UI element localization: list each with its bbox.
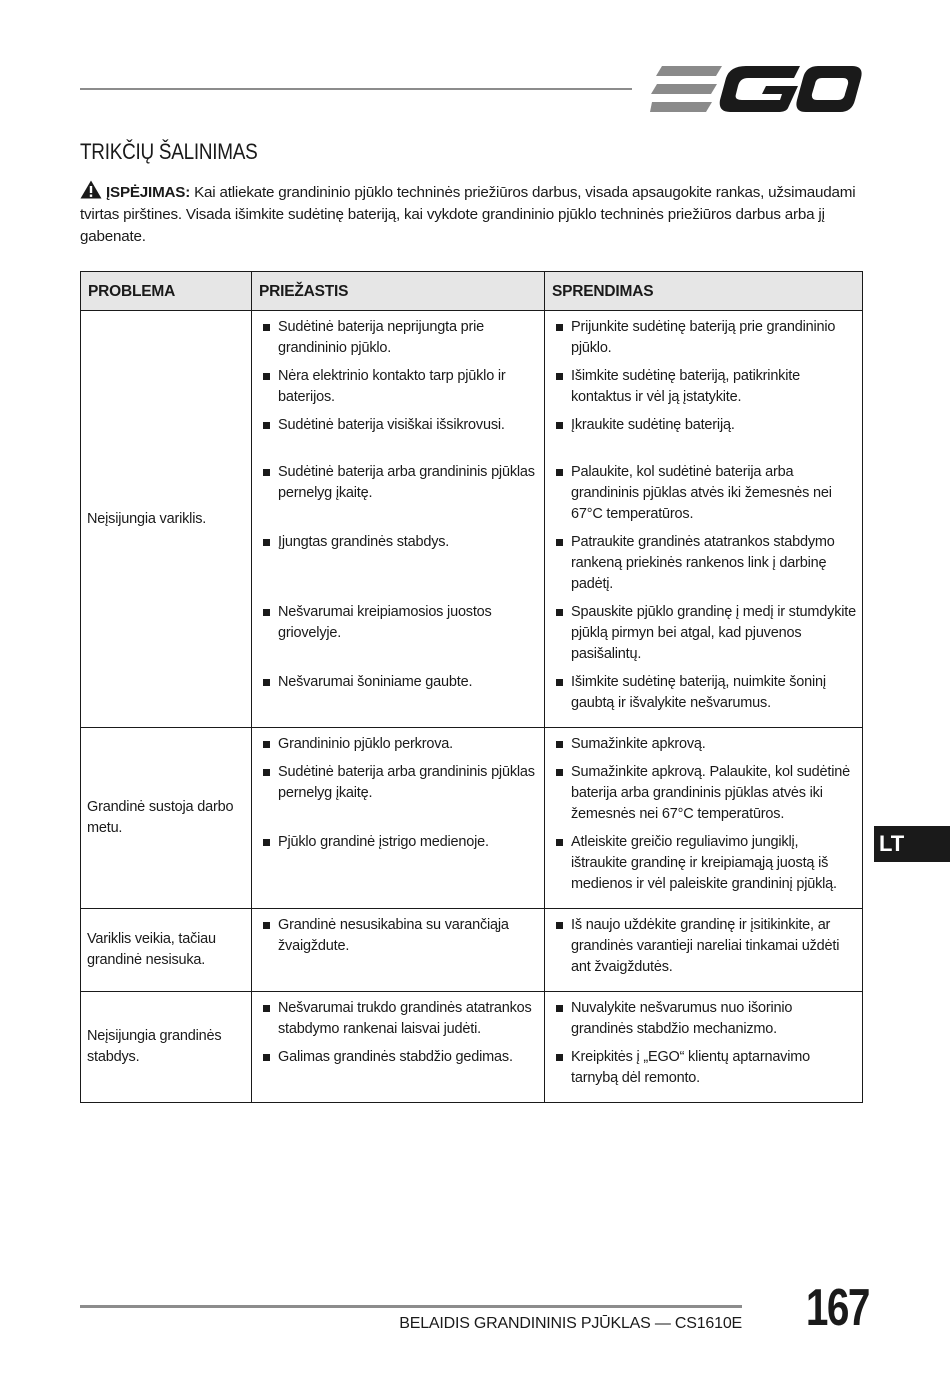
solution-cell [545, 602, 863, 672]
footer-rule [80, 1305, 742, 1308]
header-cause: PRIEŽASTIS [252, 272, 545, 311]
cause-item: Sudėtinė baterija visiškai išsikrovusi. [260, 415, 538, 462]
solution-item: Iš naujo uždėkite grandinę ir įsitikinkite, ar grandinės varantieji nareliai tinkamai uždėti ant žvaigždutės. [553, 915, 856, 985]
table-header-row [81, 272, 863, 311]
cause-item: Įjungtas grandinės stabdys. [260, 532, 538, 560]
cause-item: Sudėtinė baterija neprijungta prie grandininio pjūklo. [260, 317, 538, 366]
cause-cell [252, 832, 545, 909]
solution-item: Išimkite sudėtinę bateriją, patikrinkite kontaktus ir vėl ją įstatykite. [553, 366, 856, 415]
cause-cell [252, 909, 545, 992]
warning-notice [80, 180, 870, 248]
problem-cell: Grandinė sustoja darbo metu. [81, 728, 252, 909]
cause-cell [252, 992, 545, 1048]
cause-item: Nešvarumai šoniniame gaubte. [260, 672, 538, 700]
solution-cell [545, 992, 863, 1048]
header-solution: SPRENDIMAS [545, 272, 863, 311]
solution-item: Sumažinkite apkrovą. Palaukite, kol sudėtinė baterija arba grandininis pjūklas atvės iki žemesnės nei 67°C temperatūros. [553, 762, 856, 832]
cause-item: Grandininio pjūklo perkrova. [260, 734, 538, 762]
cause-item: Sudėtinė baterija arba grandininis pjūklas pernelyg įkaitę. [260, 462, 538, 511]
solution-item: Palaukite, kol sudėtinė baterija arba grandininis pjūklas atvės iki žemesnės nei 67°C temperatūros. [553, 462, 856, 532]
cause-cell [252, 728, 545, 763]
page-number: 167 [805, 1279, 869, 1337]
ego-logo [650, 64, 862, 114]
cause-item: Galimas grandinės stabdžio gedimas. [260, 1047, 538, 1075]
cause-cell [252, 1047, 545, 1103]
cause-cell [252, 311, 545, 367]
table-row [81, 992, 863, 1048]
cause-cell [252, 672, 545, 728]
solution-cell [545, 909, 863, 992]
solution-cell [545, 532, 863, 602]
cause-cell [252, 415, 545, 462]
table-row [81, 728, 863, 763]
table-row [81, 909, 863, 992]
problem-cell: Neįsijungia variklis. [81, 311, 252, 728]
cause-cell [252, 532, 545, 602]
solution-item: Kreipkitės į „EGO“ klientų aptarnavimo tarnybą dėl remonto. [553, 1047, 856, 1096]
solution-item: Spauskite pjūklo grandinę į medį ir stumdykite pjūklą pirmyn bei atgal, kad pjuvenos pasišalintų. [553, 602, 856, 672]
cause-cell [252, 366, 545, 415]
solution-cell [545, 1047, 863, 1103]
header-rule [80, 88, 632, 90]
solution-item: Išimkite sudėtinę bateriją, nuimkite šoninį gaubtą ir išvalykite nešvarumus. [553, 672, 856, 721]
solution-item: Nuvalykite nešvarumus nuo išorinio grandinės stabdžio mechanizmo. [553, 998, 856, 1047]
solution-cell [545, 311, 863, 367]
table-row [81, 311, 863, 367]
cause-item: Nėra elektrinio kontakto tarp pjūklo ir baterijos. [260, 366, 538, 415]
solution-cell [545, 728, 863, 763]
solution-cell [545, 415, 863, 462]
solution-cell [545, 366, 863, 415]
solution-item: Įkraukite sudėtinę bateriją. [553, 415, 856, 462]
solution-item: Sumažinkite apkrovą. [553, 734, 856, 762]
cause-item: Pjūklo grandinė įstrigo medienoje. [260, 832, 538, 860]
troubleshooting-table [80, 271, 863, 1103]
solution-item: Atleiskite greičio reguliavimo jungiklį, ištraukite grandinę ir kreipiamąją juostą iš medienos ir vėl paleiskite grandininį pjūklą. [553, 832, 856, 902]
solution-item: Prijunkite sudėtinę bateriją prie grandininio pjūklo. [553, 317, 856, 366]
solution-cell [545, 762, 863, 832]
cause-cell [252, 762, 545, 832]
language-tab: LT [874, 826, 950, 862]
footer-title: BELAIDIS GRANDININIS PJŪKLAS — CS1610E [399, 1315, 742, 1332]
warning-icon [80, 180, 102, 199]
header-problem: PROBLEMA [81, 272, 252, 311]
cause-cell [252, 602, 545, 672]
cause-cell [252, 462, 545, 532]
warning-text: Kai atliekate grandininio pjūklo techninės priežiūros darbus, visada apsaugokite rankas, užsimaudami tvirtas pirštines. Visada išimkite sudėtinę bateriją, kai vykdote grandininio pjūklo techninės priežiūros darbus arba jį gabenate. [80, 184, 856, 245]
page-title: TRIKČIŲ ŠALINIMAS [80, 139, 258, 164]
warning-label: ĮSPĖJIMAS: [106, 184, 191, 201]
problem-cell: Variklis veikia, tačiau grandinė nesisuka. [81, 909, 252, 992]
problem-cell: Neįsijungia grandinės stabdys. [81, 992, 252, 1103]
cause-item: Grandinė nesusikabina su varančiąja žvaigždute. [260, 915, 538, 964]
solution-cell [545, 832, 863, 909]
solution-item: Patraukite grandinės atatrankos stabdymo rankeną priekinės rankenos link į darbinę padėtį. [553, 532, 856, 602]
cause-item: Sudėtinė baterija arba grandininis pjūklas pernelyg įkaitę. [260, 762, 538, 811]
cause-item: Nešvarumai trukdo grandinės atatrankos stabdymo rankenai laisvai judėti. [260, 998, 538, 1047]
solution-cell [545, 672, 863, 728]
solution-cell [545, 462, 863, 532]
cause-item: Nešvarumai kreipiamosios juostos griovelyje. [260, 602, 538, 651]
